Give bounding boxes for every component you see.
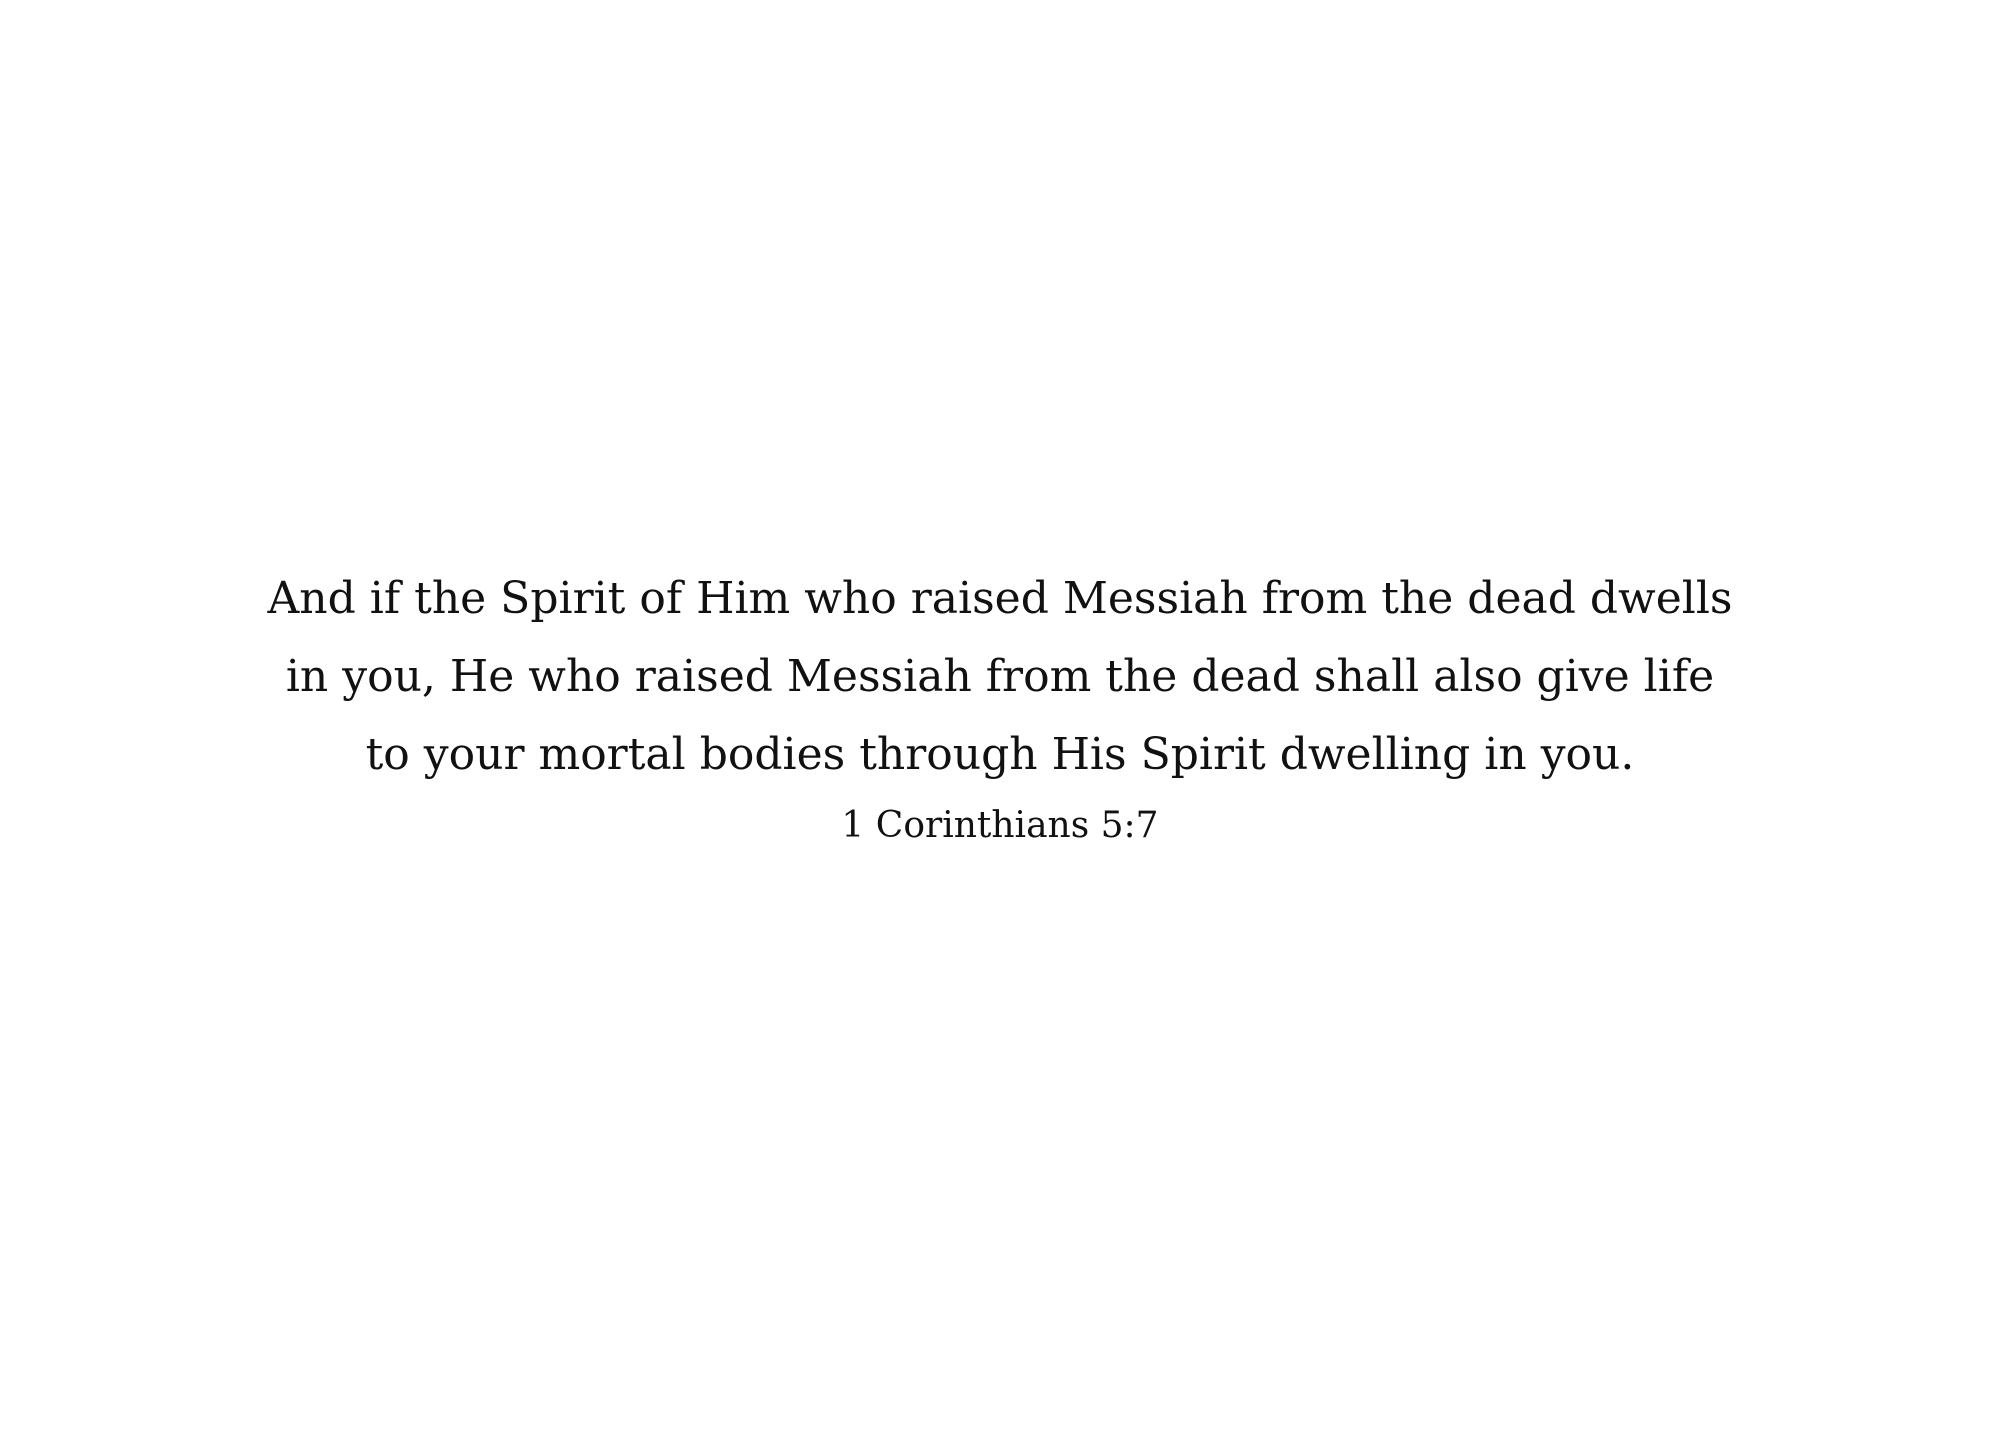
verse-reference: 1 Corinthians 5:7 bbox=[841, 805, 1159, 846]
verse-block bbox=[0, 560, 2000, 854]
verse-line-3: to your mortal bodies through His Spirit dwelling in you. bbox=[365, 729, 1635, 780]
verse-line-2: in you, He who raised Messiah from the dead shall also give life bbox=[285, 651, 1715, 702]
verse-line-1: And if the Spirit of Him who raised Messiah from the dead dwells bbox=[267, 573, 1733, 624]
